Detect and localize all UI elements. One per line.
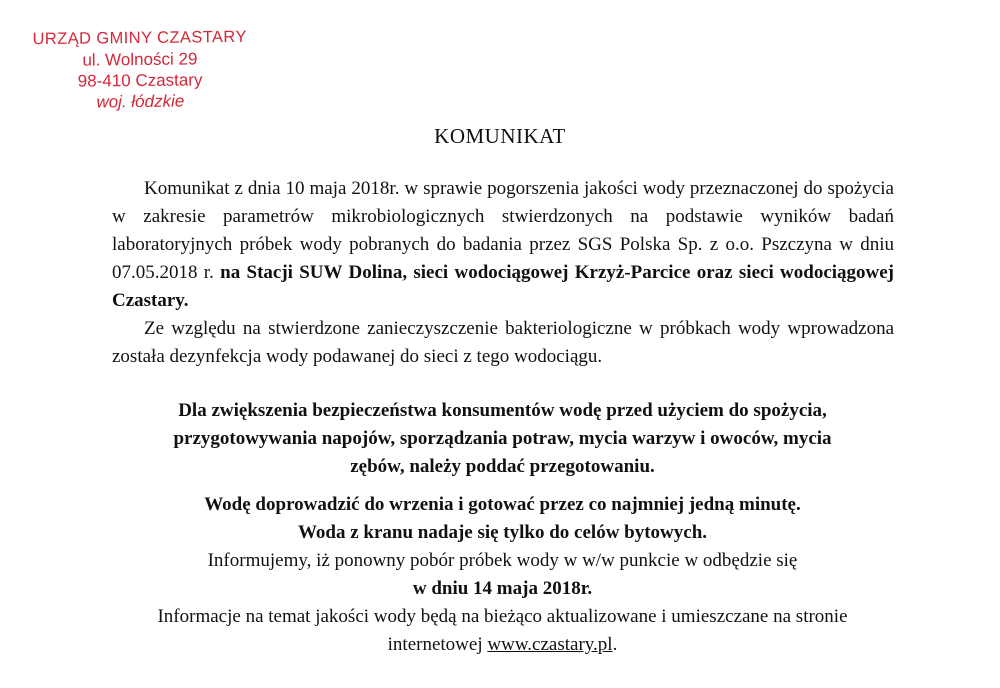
- website-prefix: internetowej: [387, 634, 483, 655]
- resampling-info: Informujemy, iż ponowny pobór próbek wody w w/w punkcie w odbędzie się: [207, 550, 798, 571]
- office-stamp: [30, 27, 251, 113]
- warning-line-1: Dla zwiększenia bezpieczeństwa konsumentów wodę przed użyciem do spożycia,: [178, 400, 827, 421]
- stamp-voivodeship: woj. łódzkie: [96, 91, 185, 112]
- website-link[interactable]: www.czastary.pl: [487, 634, 613, 655]
- stamp-street: ul. Wolności 29: [82, 49, 198, 70]
- water-use-note: Woda z kranu nadaje się tylko do celów bytowych.: [297, 522, 708, 543]
- announcement-paragraph: [112, 175, 894, 315]
- document-title: KOMUNIKAT: [434, 124, 566, 148]
- instructions-block: [80, 491, 925, 659]
- updates-info: Informacje na temat jakości wody będą na bieżąco aktualizowane i umieszczane na stronie: [157, 606, 848, 627]
- website-line: [80, 631, 925, 659]
- boil-instruction: Wodę doprowadzić do wrzenia i gotować przez co najmniej jedną minutę.: [204, 494, 801, 515]
- stamp-postal-city: 98-410 Czastary: [77, 70, 203, 91]
- resampling-date: w dniu 14 maja 2018r.: [412, 578, 593, 599]
- warning-line-2: przygotowywania napojów, sporządzania potraw, mycia warzyw i owoców, mycia: [173, 428, 832, 449]
- boil-warning: [80, 397, 925, 481]
- stamp-office-name: URZĄD GMINY CZASTARY: [32, 27, 247, 49]
- announcement-locations: na Stacji SUW Dolina, sieci wodociągowej Krzyż-Parcice oraz sieci wodociągowej Czastary.: [112, 262, 895, 311]
- disinfection-paragraph: Ze względu na stwierdzone zanieczyszczenie bakteriologiczne w próbkach wody wprowadzona została dezynfekcja wody podawanej do sieci z tego wodociągu.: [112, 318, 894, 367]
- warning-line-3: zębów, należy poddać przegotowaniu.: [350, 456, 655, 477]
- website-suffix: .: [612, 634, 618, 655]
- announcement-text: Komunikat z dnia 10 maja 2018r. w sprawie pogorszenia jakości wody przeznaczonej do spożycia w zakresie parametrów mikrobiologicznych stwierdzonych na podstawie wyników badań laboratoryjnych próbek wody pobranych do badania przez SGS Polska Sp. z o.o. Pszczyna w dniu 07.05.2018 r.: [112, 178, 894, 283]
